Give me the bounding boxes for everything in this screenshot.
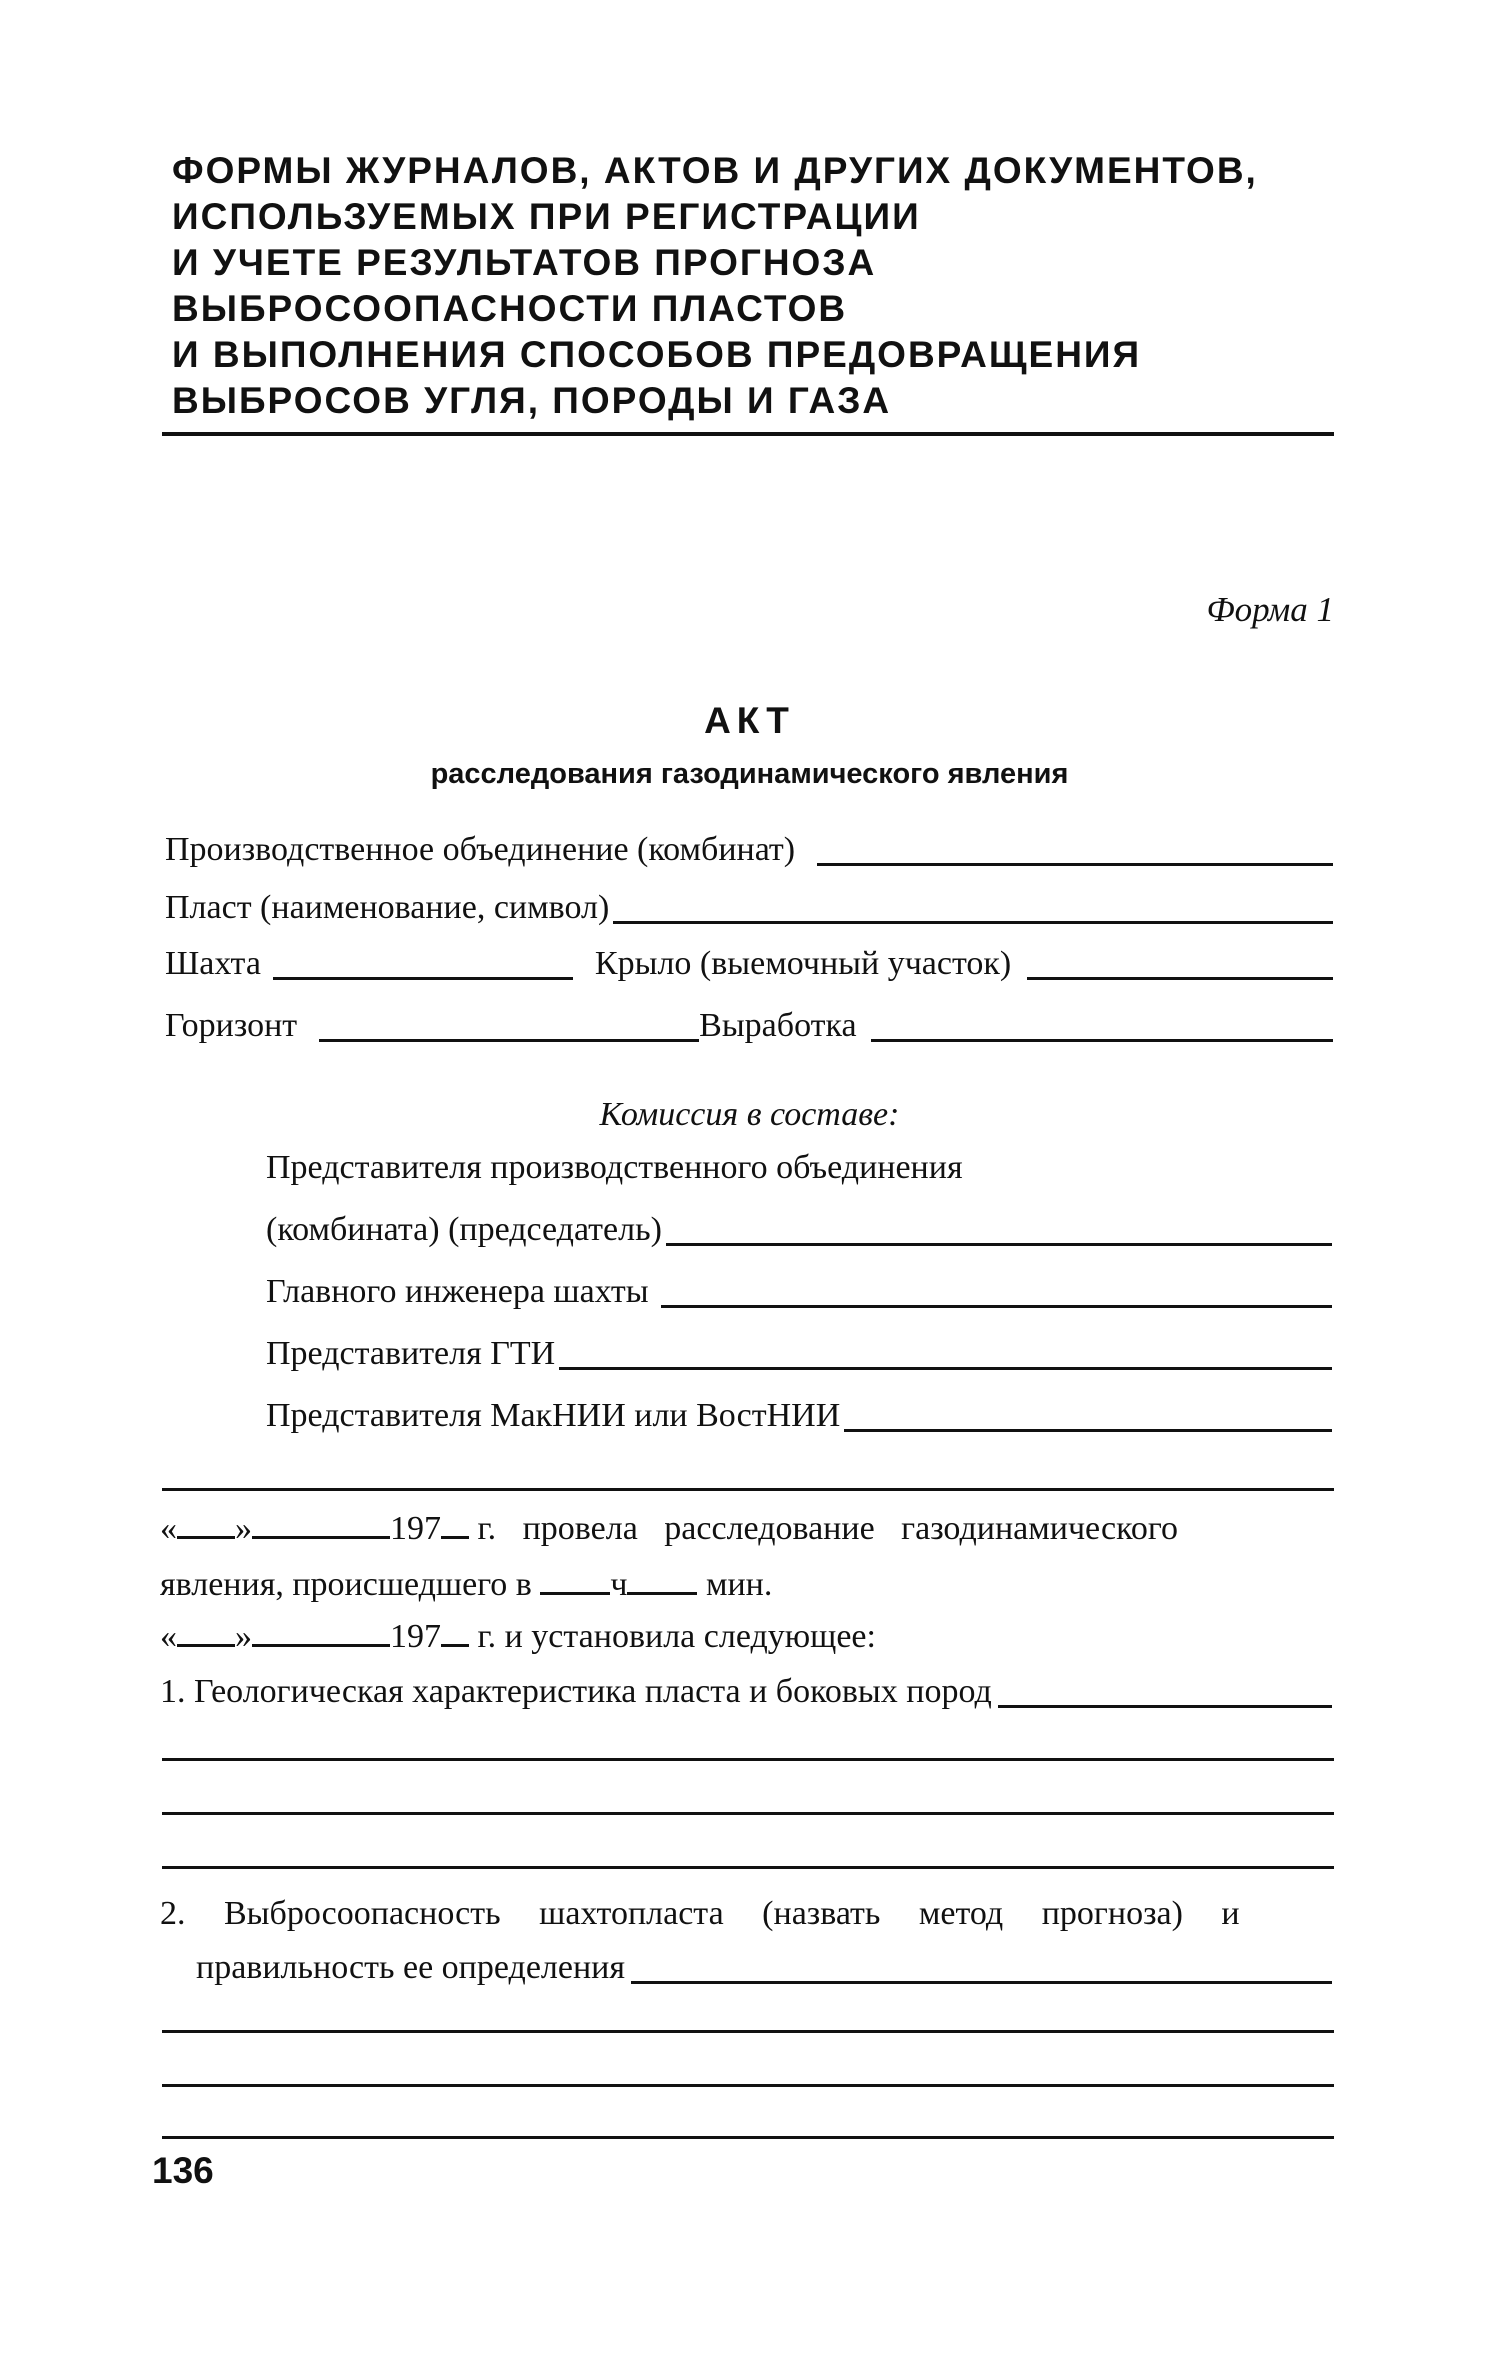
year-blank-1[interactable]: [441, 1506, 469, 1539]
body-line-1: [160, 1506, 1335, 1551]
open-quote-2: «: [160, 1618, 177, 1655]
heading-rule: [162, 432, 1334, 436]
page-number: 136: [152, 2150, 214, 2191]
body-line-1-text: г. провела расследование газодинамического: [477, 1510, 1178, 1547]
mine-label: Шахта: [165, 945, 261, 982]
act-subtitle: расследования газодинамического явления: [430, 758, 1069, 790]
rep-institute-blank[interactable]: [844, 1395, 1332, 1432]
seam-field-row: [165, 886, 1333, 930]
rep-gti-label: Представителя ГТИ: [266, 1335, 556, 1372]
item-2-label: правильность ее определения: [196, 1949, 626, 1986]
day-blank-2[interactable]: [177, 1614, 235, 1647]
month-blank-1[interactable]: [252, 1506, 390, 1539]
item-2-line-1: 2. Выбросоопасность шахтопласта (назвать метод прогноза) и: [160, 1895, 1240, 1932]
mine-wing-row: [165, 942, 1333, 986]
form-number-label: Форма 1: [1206, 590, 1334, 629]
close-quote-2: »: [235, 1618, 252, 1655]
rep-institute-row: [266, 1394, 1332, 1438]
item-2-answer-line-3[interactable]: [162, 2136, 1334, 2139]
minute-label: мин.: [705, 1566, 773, 1603]
item-2-answer-line-1[interactable]: [162, 2030, 1334, 2033]
heading-line-4: ВЫБРОСООПАСНОСТИ ПЛАСТОВ: [172, 288, 848, 329]
heading-line-1: ФОРМЫ ЖУРНАЛОВ, АКТОВ И ДРУГИХ ДОКУМЕНТОВ,: [172, 150, 1258, 191]
item-1-blank[interactable]: [998, 1671, 1332, 1708]
item-1-answer-line-1[interactable]: [162, 1758, 1334, 1761]
item-2-row: [196, 1946, 1332, 1990]
item-1-row: [160, 1670, 1332, 1714]
rep-association-row: [266, 1208, 1332, 1252]
body-line-2-text: явления, происшедшего в: [160, 1566, 532, 1603]
item-1-answer-line-3[interactable]: [162, 1866, 1334, 1869]
heading-line-6: ВЫБРОСОВ УГЛЯ, ПОРОДЫ И ГАЗА: [172, 380, 892, 421]
heading-line-2: ИСПОЛЬЗУЕМЫХ ПРИ РЕГИСТРАЦИИ: [172, 196, 921, 237]
chief-engineer-row: [266, 1270, 1332, 1314]
body-line-2: [160, 1562, 772, 1607]
month-blank-2[interactable]: [252, 1614, 390, 1647]
seam-label: Пласт (наименование, символ): [165, 889, 610, 926]
rep-association-blank[interactable]: [666, 1209, 1332, 1246]
horizon-label: Горизонт: [165, 1007, 298, 1044]
year-prefix-1: 197: [390, 1510, 441, 1547]
association-field-row: [165, 828, 1333, 872]
heading-line-5: И ВЫПОЛНЕНИЯ СПОСОБОВ ПРЕДОВРАЩЕНИЯ: [172, 334, 1142, 375]
rep-association-label-2: (комбината) (председатель): [266, 1211, 662, 1248]
item-1-answer-line-2[interactable]: [162, 1812, 1334, 1815]
separator-line: [162, 1488, 1334, 1491]
day-blank-1[interactable]: [177, 1506, 235, 1539]
wing-blank[interactable]: [1027, 943, 1333, 980]
seam-blank[interactable]: [613, 887, 1333, 924]
association-blank[interactable]: [817, 829, 1333, 866]
item-2-answer-line-2[interactable]: [162, 2084, 1334, 2087]
association-label: Производственное объединение (комбинат): [165, 831, 796, 868]
hour-blank[interactable]: [540, 1562, 610, 1595]
commission-heading: Комиссия в составе:: [599, 1096, 900, 1133]
chief-engineer-label: Главного инженера шахты: [266, 1273, 649, 1310]
wing-label: Крыло (выемочный участок): [594, 945, 1012, 982]
act-title: АКТ: [704, 700, 795, 741]
item-1-label: 1. Геологическая характеристика пласта и боковых пород: [160, 1673, 992, 1710]
rep-institute-label: Представителя МакНИИ или ВостНИИ: [266, 1397, 841, 1434]
open-quote: «: [160, 1510, 177, 1547]
rep-association-line-1: [266, 1146, 1332, 1190]
chief-engineer-blank[interactable]: [661, 1271, 1332, 1308]
year-blank-2[interactable]: [441, 1614, 469, 1647]
rep-gti-blank[interactable]: [559, 1333, 1332, 1370]
hour-label: ч: [610, 1566, 628, 1603]
working-blank[interactable]: [871, 1005, 1333, 1042]
rep-gti-row: [266, 1332, 1332, 1376]
year-prefix-2: 197: [390, 1618, 441, 1655]
heading-line-3: И УЧЕТЕ РЕЗУЛЬТАТОВ ПРОГНОЗА: [172, 242, 877, 283]
rep-association-label-1: Представителя производственного объединения: [266, 1149, 963, 1186]
body-line-3-text: г. и установила следующее:: [477, 1618, 876, 1655]
horizon-working-row: [165, 1004, 1333, 1048]
working-label: Выработка: [699, 1007, 857, 1044]
section-heading: [172, 148, 1352, 424]
horizon-blank[interactable]: [319, 1005, 699, 1042]
close-quote: »: [235, 1510, 252, 1547]
minute-blank[interactable]: [627, 1562, 697, 1595]
item-2-blank[interactable]: [631, 1947, 1332, 1984]
body-line-3: [160, 1614, 876, 1659]
mine-blank[interactable]: [273, 943, 573, 980]
